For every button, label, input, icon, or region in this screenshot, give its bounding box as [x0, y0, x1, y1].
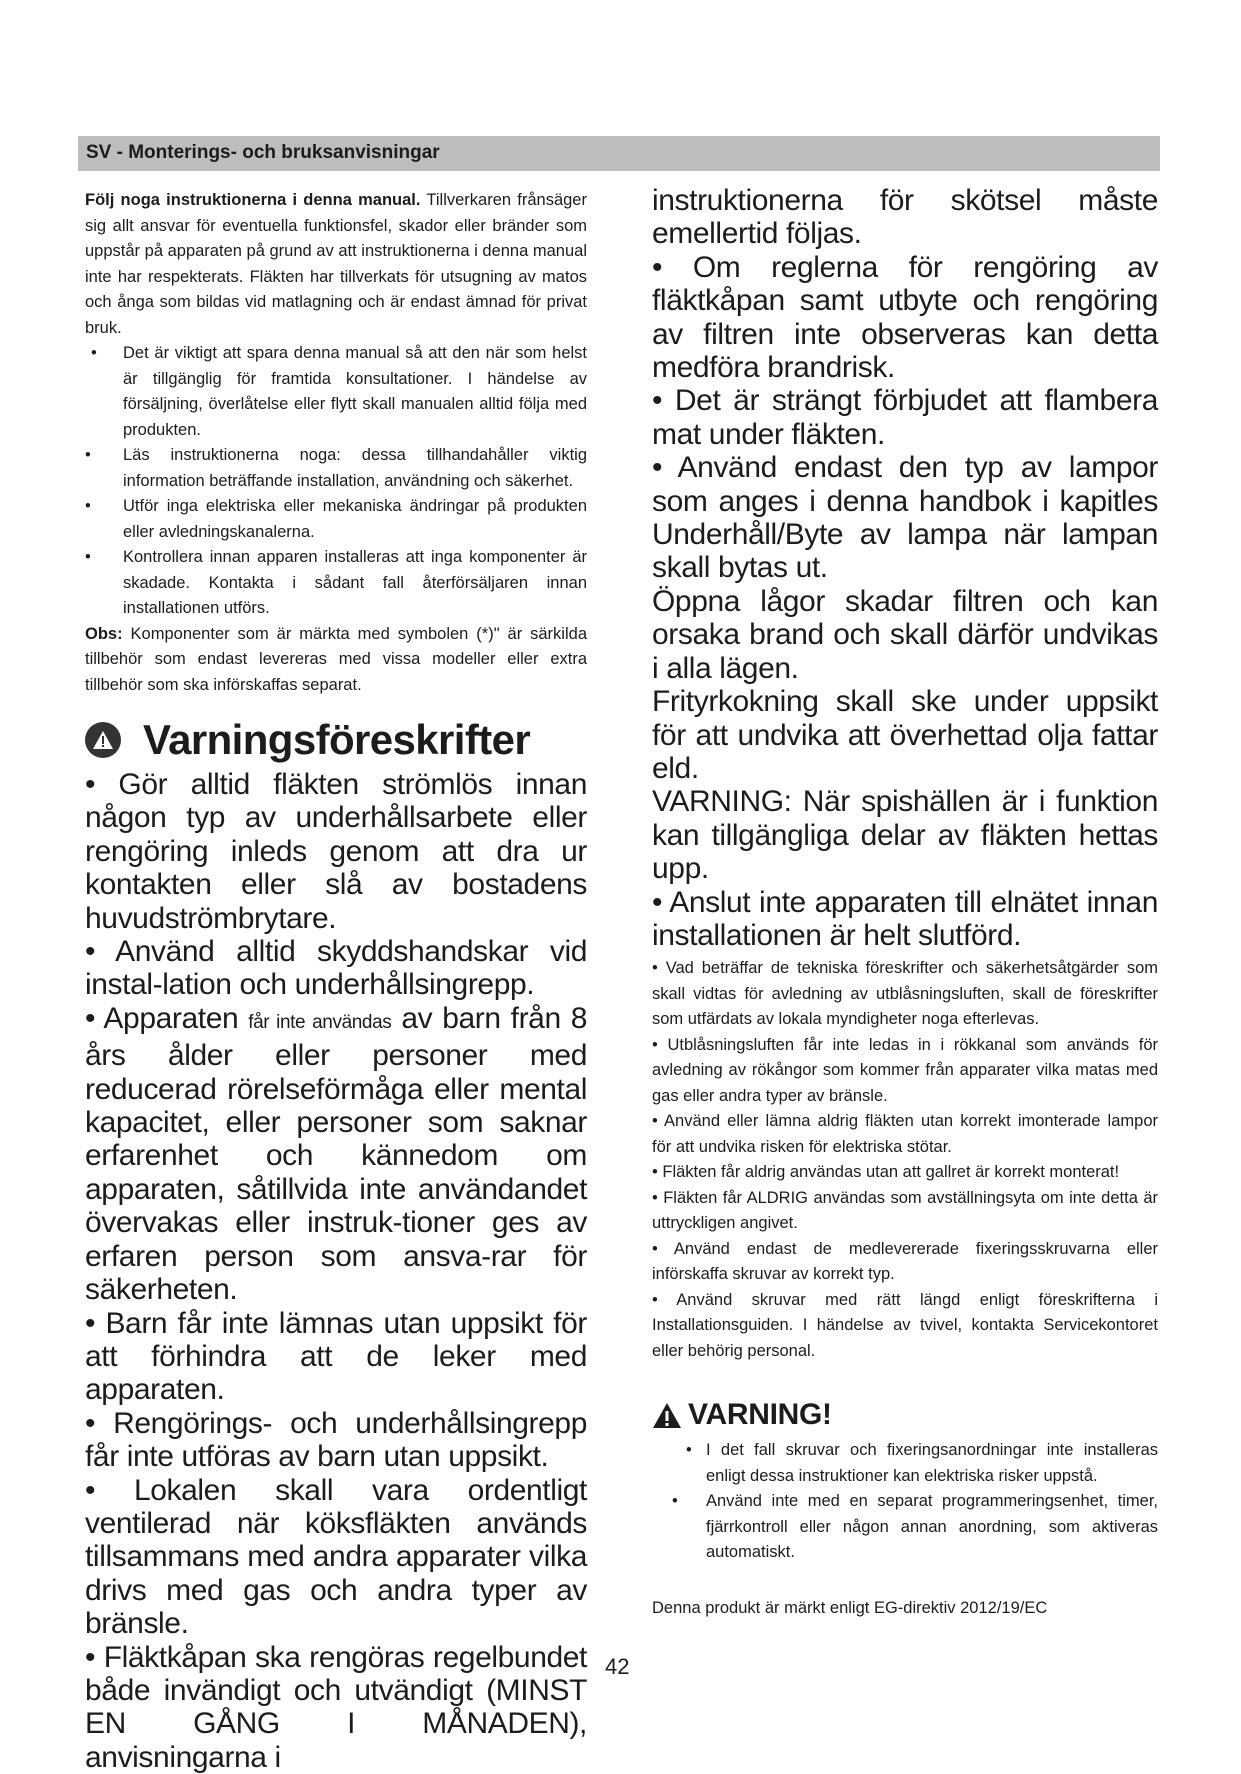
warning-item: • Använd alltid skyddshandskar vid instal-lation och underhållsingrepp. [85, 935, 587, 1002]
obs-paragraph [85, 622, 587, 699]
warning-circle-icon [85, 722, 121, 758]
warning-item: instruktionerna för skötsel måste emellertid följas. [652, 184, 1158, 251]
warning-item: • Barn får inte lämnas utan uppsikt för att förhindra att de leker med apparaten. [85, 1306, 587, 1407]
warning-item: • Fläktkåpan ska rengöras regelbundet både invändigt och utvändigt (MINST EN GÅNG I MÅNADEN), anvisningarna i [85, 1640, 587, 1774]
bullet-dot: • [85, 548, 91, 566]
intro-bullet-text: Läs instruktionerna noga: dessa tillhandahåller viktig information beträffande installation, användning och säkerhet. [123, 446, 587, 490]
right-column [652, 184, 1158, 1621]
children-warning-part3: av barn från 8 års ålder eller personer med reducerad rörelseförmåga eller mental kapacitet, eller personer som saknar erfarenhet och kännedom om apparaten, såtillvida inte användandet övervakas eller instruk-tioner ges av erfaren person som ansva-rar för säkerheten. [85, 1001, 587, 1307]
warnings-heading [85, 716, 587, 764]
varning-heading [652, 1398, 1158, 1432]
page-number: 42 [605, 1654, 630, 1679]
varning-item-text: I det fall skruvar och fixeringsanordningar inte installeras enligt dessa instruktioner kan elektriska risker uppstå. [706, 1441, 1158, 1485]
small-warning-item: • Använd eller lämna aldrig fläkten utan korrekt imonterade lampor för att undvika risken för elektriska stötar. [652, 1112, 1158, 1156]
varning-item [652, 1438, 1158, 1489]
footer-note: Denna produkt är märkt enligt EG-direktiv 2012/19/EC [652, 1598, 1048, 1617]
small-warning-item: • Fläkten får ALDRIG användas som avställningsyta om inte detta är uttryckligen angivet. [652, 1188, 1158, 1233]
warning-item: • Gör alltid fläkten strömlös innan någon typ av underhållsarbete eller rengöring inleds genom att dra ur kontakten eller slå av bostadens huvudströmbrytare. [85, 768, 587, 935]
intro-bullet-text: Kontrollera innan apparen installeras att inga komponenter är skadade. Kontakta i sådant fall återförsäljaren innan installationen utförs. [123, 548, 587, 617]
intro-text: Tillverkaren frånsäger sig allt ansvar för eventuella funktionsfel, skador eller bränder som uppstår på apparaten på grund av att instruktionerna i denna manual inte har respekterats. Fläkten har tillverkats för utsugning av matos och ånga som bildas vid matlagning och är endast ämnad för privat bruk. [85, 191, 587, 337]
bullet-dot: • [85, 497, 91, 515]
varning-heading-text: VARNING! [688, 1398, 832, 1432]
intro-bullet [85, 545, 587, 622]
small-warning-item: • Vad beträffar de tekniska föreskrifter och säkerhetsåtgärder som skall vidtas för avledning av utblåsningsluften, skall de föreskrifter som utfärdats av lokala myndigheter noga efterlevas. [652, 959, 1158, 1029]
intro-bullet-text: Det är viktigt att spara denna manual så att den när som helst är tillgänglig för framtida konsultationer. I händelse av försäljning, överlåtelse eller flytt skall manualen alltid följa med produkten. [123, 344, 587, 439]
warning-item-children [85, 1002, 587, 1307]
warning-item: Frityrkokning skall ske under uppsikt för att undvika att överhettad olja fattar eld. [652, 685, 1158, 785]
intro-bullet [85, 494, 587, 545]
section-header-bar [78, 136, 1160, 171]
warning-item: Öppna lågor skadar filtren och kan orsaka brand och skall därför undvikas i alla lägen. [652, 584, 1158, 685]
varning-item-text: Använd inte med en separat programmeringsenhet, timer, fjärrkontroll eller någon annan anordning, som aktiveras automatiskt. [706, 1492, 1158, 1562]
obs-lead: Obs: [85, 624, 123, 643]
warning-item: • Om reglerna för rengöring av fläktkåpan samt utbyte och rengöring av filtren inte observeras kan detta medföra brandrisk. [652, 250, 1158, 385]
small-warning-item: • Använd skruvar med rätt längd enligt föreskrifterna i Installationsguiden. I händelse av tvivel, kontakta Servicekontoret eller behörig personal. [652, 1290, 1158, 1360]
warning-item: • Lokalen skall vara ordentligt ventilerad när köksfläkten används tillsammans med andra apparater vilka drivs med gas och andra typer av bränsle. [85, 1473, 587, 1641]
small-warning-item: • Utblåsningsluften får inte ledas in i rökkanal som används för avledning av rökångor som kommer från apparater vilka matas med gas eller andra typer av bränsle. [652, 1035, 1158, 1105]
warning-triangle-icon [652, 1402, 682, 1429]
warning-item: • Det är strängt förbjudet att flambera mat under fläkten. [652, 384, 1158, 451]
bullet-dot: • [672, 1492, 678, 1511]
bullet-dot: • [91, 344, 97, 362]
bullet-dot: • [85, 446, 91, 464]
section-title: SV - Monterings- och bruksanvisningar [86, 142, 440, 163]
varning-item [652, 1489, 1158, 1566]
intro-paragraph [85, 188, 587, 341]
intro-bullet [85, 341, 587, 443]
intro-bullet [85, 443, 587, 494]
children-warning-part2: får inte användas [248, 1011, 392, 1033]
children-warning-part1: • Apparaten [85, 1001, 249, 1035]
intro-bullet-text: Utför inga elektriska eller mekaniska ändringar på produkten eller avledningskanalerna. [123, 497, 587, 541]
warning-item: • Använd endast den typ av lampor som anges i denna handbok i kapitles Underhåll/Byte av lampa när lampan skall bytas ut. [652, 451, 1158, 585]
warning-item: • Rengörings- och underhållsingrepp får inte utföras av barn utan uppsikt. [85, 1406, 587, 1474]
small-warning-item: • Fläkten får aldrig användas utan att gallret är korrekt monterat! [652, 1163, 1120, 1182]
warning-triangle-glyph [92, 730, 114, 750]
warning-item: • Anslut inte apparaten till elnätet innan installationen är helt slutförd. [652, 885, 1158, 952]
warnings-heading-text: Varningsföreskrifter [143, 716, 531, 763]
bullet-dot: • [686, 1441, 692, 1460]
small-warning-item: • Använd endast de medlevererade fixeringsskruvarna eller införskaffa skruvar av korrekt typ. [652, 1239, 1158, 1284]
left-column [85, 188, 587, 1774]
warning-item: VARNING: När spishällen är i funktion kan tillgängliga delar av fläkten hettas upp. [652, 785, 1158, 886]
obs-text: Komponenter som är märkta med symbolen (*)" är särkilda tillbehör som endast levereras med vissa modeller eller extra tillbehör som ska införskaffas separat. [85, 624, 587, 694]
intro-lead: Följ noga instruktionerna i denna manual. [85, 191, 421, 209]
